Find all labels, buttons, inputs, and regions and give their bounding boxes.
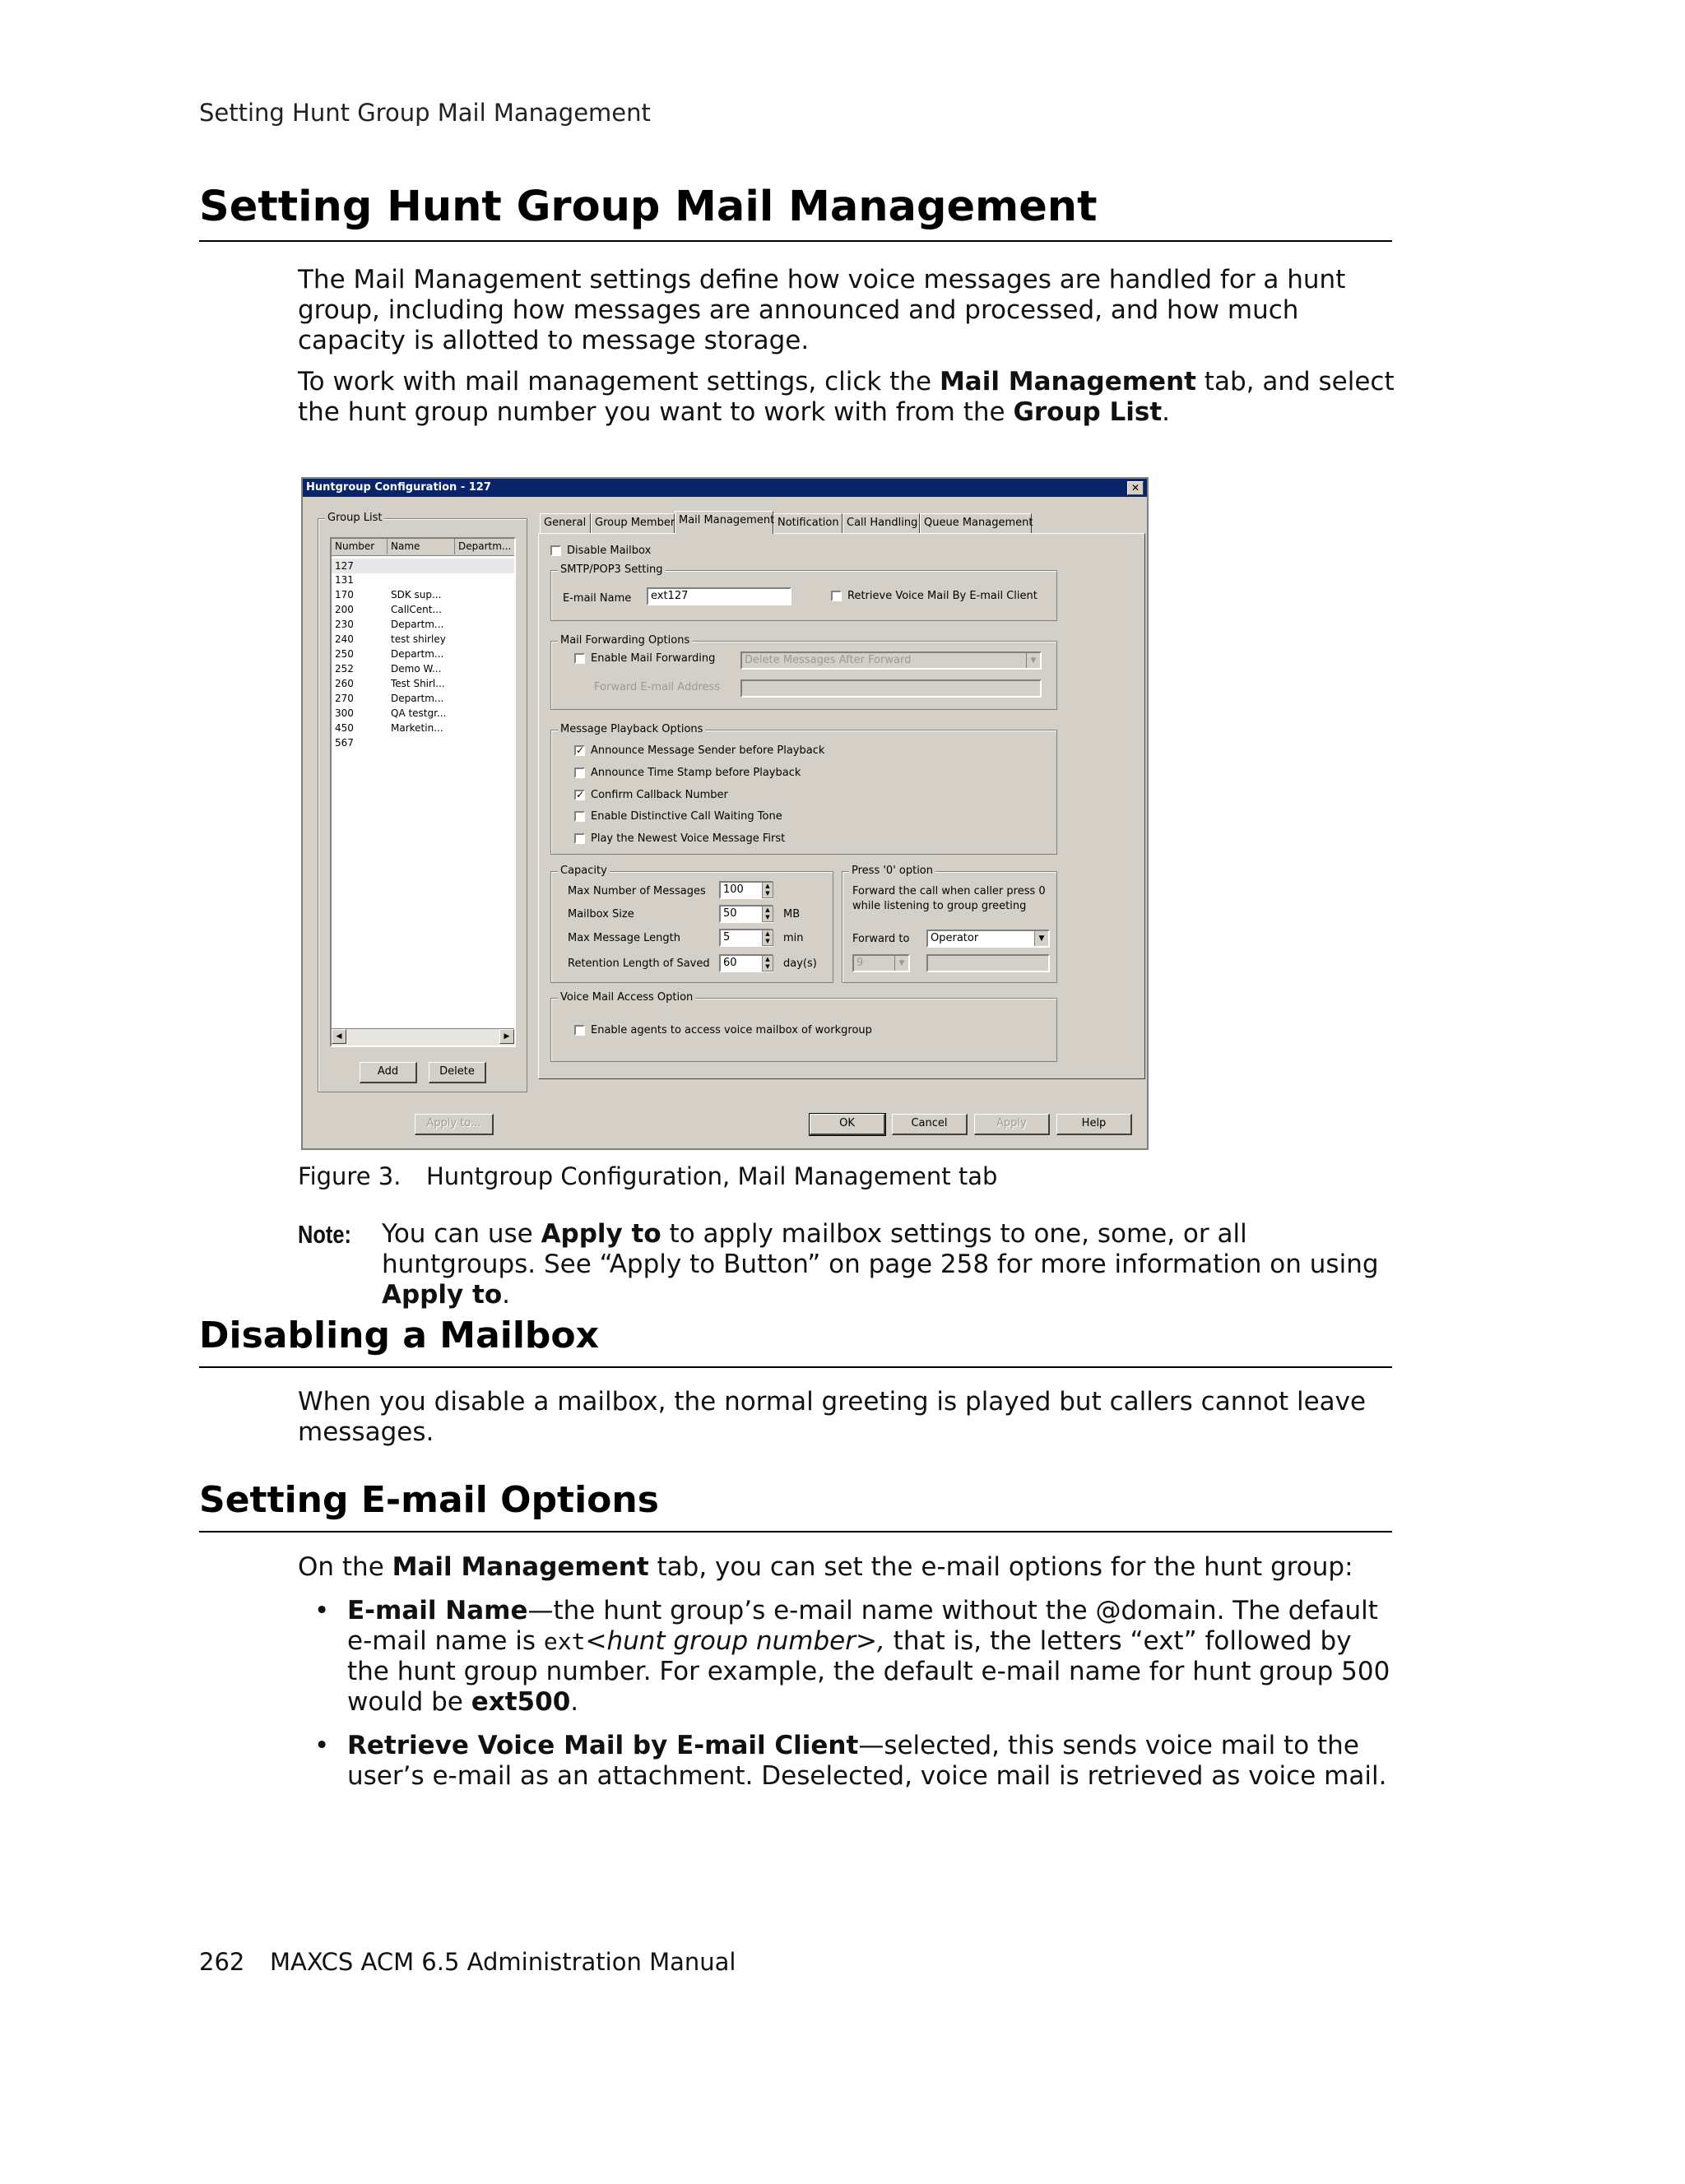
disabling-text: When you disable a mailbox, the normal greeting is played but callers cannot leave messages. bbox=[298, 1387, 1367, 1447]
press-zero-groupbox bbox=[842, 865, 1057, 983]
announce-timestamp-label: Announce Time Stamp before Playback bbox=[591, 767, 801, 779]
confirm-callback-checkbox[interactable]: ✓ bbox=[576, 789, 585, 800]
figure-number: Figure 3. bbox=[298, 1162, 402, 1190]
group-list-label: Group List bbox=[325, 512, 384, 524]
mail-forwarding-groupbox bbox=[550, 634, 1057, 710]
email-name-label: E-mail Name bbox=[563, 592, 632, 605]
mailbox-size-label: Mailbox Size bbox=[568, 908, 634, 920]
playback-groupbox bbox=[550, 723, 1057, 855]
list-item[interactable]: 131 bbox=[335, 574, 354, 586]
extension-select[interactable]: 9 ▼ bbox=[852, 954, 910, 972]
playback-label: Message Playback Options bbox=[558, 723, 705, 735]
list-item[interactable]: 170 SDK sup... bbox=[335, 589, 442, 600]
extension-field[interactable] bbox=[926, 954, 1050, 972]
max-messages-field[interactable]: 100 bbox=[719, 881, 773, 899]
dialog-title: Huntgroup Configuration - 127 bbox=[306, 481, 491, 494]
dialog-titlebar bbox=[303, 479, 1147, 497]
figure-caption bbox=[298, 1162, 997, 1190]
list-item[interactable]: 250 Departm... bbox=[335, 648, 444, 660]
list-item[interactable]: 300 QA testgr... bbox=[335, 707, 447, 719]
mail-forwarding-label: Mail Forwarding Options bbox=[558, 634, 692, 647]
list-item[interactable]: 240 test shirley bbox=[335, 633, 446, 645]
group-list-header bbox=[332, 539, 514, 556]
confirm-callback-label: Confirm Callback Number bbox=[591, 789, 728, 801]
group-list-listview[interactable] bbox=[330, 537, 516, 1047]
disabling-rule bbox=[199, 1366, 1392, 1368]
document-page: Setting Hunt Group Mail Management Setting Hunt Group Mail Management The Mail Management settings define how voice messages are handled for a hunt group, including how messages are announced and processed, and how much capacity is allotted to message storage. To work with mail management settings, click the Mail Management tab, and select the hunt group number you want to work with from the Group List. Huntgroup Configuration - 127 ✕ Group List Number Name Departm... 127 131 170 SDK sup... 200 CallCent... 230 Departm... 240 test shirley 250 Departm... 252 Demo W... 260 Test Shirl... 270 Departm... 300 QA testgr... 450 Marketin... 567 ◀ ▶ Add Delete General Group Member Mail Management Notification Call Handling Queue Management Disable Mailbox SMTP/POP3 Setting E-mail Name ext127 Retrieve Voice Mail By E-mail Client Mail Forwarding Options Enable Mail Forwarding Delete Messages After Forward ▼ Forward E-mail Address Message Playback Options ✓ Announce Message Sender before Playback Announce Time Stamp before Playback ✓ Confirm Callback Number Enable Distinctive Call Waiting Tone Play the Newest Voice Message First Capacity Max Number of Messages 100 ▲ ▼ Mailbox Size 50 ▲ ▼ MB Max Message Length 5 ▲ ▼ min Retention Length of Saved 60 ▲ ▼ day(s) Press '0' option Forward the call when caller press 0 while listening to group greeting Forward to Operator ▼ 9 ▼ Voice Mail Access Option Enable agents to access voice mailbox of workgroup Apply to... OK Cancel Apply Help Figure 3. Huntgroup Configuration, Mail Management tab Note: You can use Apply to to apply mailbox settings to one, some, or all huntgroups. See “Apply to Button” on page 258 for more information on using Apply to. Disabling a Mailbox When you disable a mailbox, the normal greeting is played but callers cannot leave messages. Setting E-mail Options On the Mail Management tab, you can set the e-mail options for the hunt group: • E-mail Name—the hunt group’s e-mail name without the @domain. The default e-mail name is ext<hunt group number>, that is, the letters “ext” followed by the hunt group number. For example, the default e-mail name for hunt group 500 would be ext500. • Retrieve Voice Mail by E-mail Client—selected, this sends voice mail to the user’s e-mail as an attachment. Deselected, voice mail is retrieved as voice mail. 262 MAXCS ACM 6.5 Administration Manual bbox=[0, 0, 1685, 2184]
announce-timestamp-checkbox[interactable] bbox=[574, 767, 585, 778]
forward-to-select[interactable]: Operator ▼ bbox=[926, 930, 1050, 948]
press-zero-desc-2: while listening to group greeting bbox=[852, 900, 1027, 912]
chevron-down-icon: ▼ bbox=[894, 956, 908, 971]
retrieve-voicemail-label: Retrieve Voice Mail By E-mail Client bbox=[847, 590, 1037, 602]
forward-to-label: Forward to bbox=[852, 933, 910, 945]
retention-spinner[interactable]: ▲ ▼ bbox=[762, 955, 773, 971]
figure-text: Huntgroup Configuration, Mail Management tab bbox=[426, 1162, 998, 1190]
mail-management-panel bbox=[538, 533, 1145, 1079]
newest-first-label: Play the Newest Voice Message First bbox=[591, 832, 786, 845]
close-icon[interactable]: ✕ bbox=[1127, 481, 1144, 495]
max-length-spinner[interactable]: ▲ ▼ bbox=[762, 930, 773, 946]
agents-access-checkbox[interactable] bbox=[574, 1025, 585, 1036]
list-item[interactable]: 127 bbox=[332, 559, 514, 573]
cancel-button[interactable]: Cancel bbox=[892, 1114, 968, 1135]
disable-mailbox-checkbox[interactable] bbox=[550, 545, 561, 556]
smtp-groupbox bbox=[550, 563, 1057, 621]
tab-queue-management[interactable]: Queue Management bbox=[920, 513, 1032, 533]
mailbox-size-spinner[interactable]: ▲ ▼ bbox=[762, 906, 773, 922]
enable-forwarding-checkbox[interactable] bbox=[574, 653, 585, 664]
list-item[interactable]: 200 CallCent... bbox=[335, 604, 442, 615]
column-name[interactable]: Name bbox=[388, 539, 455, 554]
tab-strip bbox=[540, 513, 1140, 535]
title-rule bbox=[199, 240, 1392, 242]
distinctive-tone-label: Enable Distinctive Call Waiting Tone bbox=[591, 810, 782, 823]
press-zero-label: Press '0' option bbox=[849, 865, 935, 877]
intro-paragraph-1: The Mail Management settings define how voice messages are handled for a hunt group, including how messages are announced and processed, and how much capacity is allotted to message storage. bbox=[298, 265, 1346, 355]
list-item[interactable]: 260 Test Shirl... bbox=[335, 678, 445, 689]
tab-call-handling[interactable]: Call Handling bbox=[842, 513, 920, 533]
group-list-term: Group List bbox=[1013, 397, 1163, 427]
list-item[interactable]: 252 Demo W... bbox=[335, 663, 442, 675]
ok-button[interactable]: OK bbox=[810, 1114, 885, 1135]
email-name-field[interactable]: ext127 bbox=[647, 587, 791, 605]
email-options-intro: On the Mail Management tab, you can set the e-mail options for the hunt group: bbox=[298, 1552, 1353, 1582]
page-footer bbox=[199, 1948, 736, 1976]
forward-action-select[interactable]: Delete Messages After Forward ▼ bbox=[740, 651, 1042, 670]
agents-access-label: Enable agents to access voice mailbox of workgroup bbox=[591, 1024, 872, 1036]
forward-address-field[interactable] bbox=[740, 679, 1042, 698]
add-button[interactable]: Add bbox=[360, 1062, 417, 1083]
disabling-heading: Disabling a Mailbox bbox=[199, 1315, 600, 1356]
email-options-heading: Setting E-mail Options bbox=[199, 1479, 659, 1521]
tab-general[interactable]: General bbox=[540, 513, 591, 533]
help-button[interactable]: Help bbox=[1056, 1114, 1132, 1135]
announce-sender-label: Announce Message Sender before Playback bbox=[591, 744, 825, 757]
note-text: You can use Apply to to apply mailbox settings to one, some, or all huntgroups. See “Apply to Button” on page 258 for more information on using Apply to. bbox=[382, 1219, 1379, 1310]
note-label: Note: bbox=[298, 1220, 351, 1249]
chevron-down-icon: ▼ bbox=[1034, 931, 1048, 946]
apply-to-button[interactable]: Apply to... bbox=[415, 1114, 494, 1135]
capacity-label: Capacity bbox=[558, 865, 610, 877]
retention-label: Retention Length of Saved bbox=[568, 958, 710, 970]
voicemail-access-groupbox bbox=[550, 991, 1057, 1062]
tab-mail-management[interactable]: Mail Management bbox=[675, 511, 773, 534]
max-messages-spinner[interactable]: ▲ ▼ bbox=[762, 882, 773, 898]
mail-management-term: Mail Management bbox=[939, 367, 1196, 396]
retrieve-voicemail-checkbox[interactable] bbox=[831, 591, 842, 601]
voicemail-access-label: Voice Mail Access Option bbox=[558, 991, 695, 1004]
tab-group-member[interactable]: Group Member bbox=[591, 513, 675, 533]
smtp-label: SMTP/POP3 Setting bbox=[558, 563, 666, 576]
apply-button[interactable]: Apply bbox=[974, 1114, 1050, 1135]
max-length-field[interactable]: 5 bbox=[719, 929, 773, 947]
horizontal-scrollbar[interactable] bbox=[332, 1028, 514, 1046]
chevron-down-icon: ▼ bbox=[1026, 653, 1040, 668]
manual-title: MAXCS ACM 6.5 Administration Manual bbox=[270, 1948, 736, 1976]
group-list-groupbox bbox=[318, 512, 527, 1092]
mailbox-size-field[interactable]: 50 bbox=[719, 905, 773, 923]
announce-sender-checkbox[interactable]: ✓ bbox=[576, 744, 585, 756]
running-header: Setting Hunt Group Mail Management bbox=[199, 99, 651, 127]
distinctive-tone-checkbox[interactable] bbox=[574, 811, 585, 822]
scroll-left-icon[interactable]: ◀ bbox=[332, 1029, 346, 1044]
list-item[interactable]: 270 Departm... bbox=[335, 693, 444, 704]
retention-field[interactable]: 60 bbox=[719, 954, 773, 972]
column-department[interactable]: Departm... bbox=[455, 539, 516, 554]
max-length-unit: min bbox=[783, 932, 804, 944]
list-item[interactable]: 450 Marketin... bbox=[335, 722, 443, 734]
max-length-label: Max Message Length bbox=[568, 932, 680, 944]
page-number: 262 bbox=[199, 1948, 245, 1976]
press-zero-desc-1: Forward the call when caller press 0 bbox=[852, 885, 1046, 897]
column-number[interactable]: Number bbox=[332, 539, 388, 554]
retention-unit: day(s) bbox=[783, 958, 817, 970]
forward-address-label: Forward E-mail Address bbox=[594, 681, 721, 693]
list-item[interactable]: 230 Departm... bbox=[335, 619, 444, 630]
intro-paragraphs bbox=[298, 265, 1400, 428]
email-options-rule bbox=[199, 1531, 1392, 1533]
newest-first-checkbox[interactable] bbox=[574, 833, 585, 844]
disable-mailbox-label: Disable Mailbox bbox=[567, 545, 652, 557]
delete-button[interactable]: Delete bbox=[429, 1062, 486, 1083]
page-title: Setting Hunt Group Mail Management bbox=[199, 183, 1098, 231]
list-item[interactable]: 567 bbox=[335, 737, 354, 749]
max-messages-label: Max Number of Messages bbox=[568, 885, 706, 897]
huntgroup-configuration-dialog bbox=[301, 477, 1149, 1150]
capacity-groupbox bbox=[550, 865, 833, 983]
scroll-right-icon[interactable]: ▶ bbox=[499, 1029, 514, 1044]
mailbox-size-unit: MB bbox=[783, 908, 801, 920]
enable-forwarding-label: Enable Mail Forwarding bbox=[591, 652, 716, 665]
intro-paragraph-2: To work with mail management settings, click the Mail Management tab, and select the hunt group number you want to work with from the Group List. bbox=[298, 367, 1395, 427]
tab-notification[interactable]: Notification bbox=[773, 513, 842, 533]
